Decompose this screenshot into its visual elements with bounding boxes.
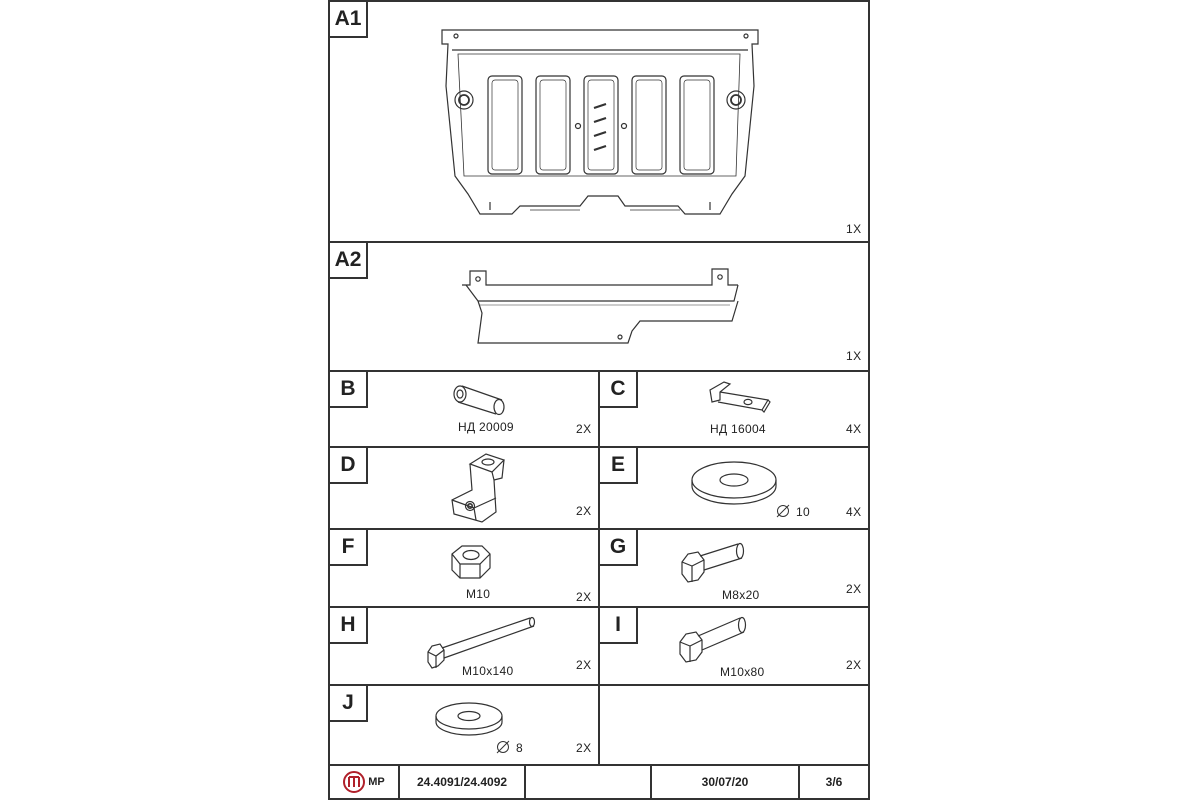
part-cell-a1 xyxy=(328,0,870,243)
part-letter: I xyxy=(600,608,638,644)
part-cell-d xyxy=(328,446,600,530)
title-block xyxy=(328,764,870,800)
part-letter: C xyxy=(600,372,638,408)
part-letter: A2 xyxy=(330,243,368,279)
bolt-m10-drawing xyxy=(678,612,750,664)
part-cell-e xyxy=(598,446,870,530)
part-cell-a2 xyxy=(328,241,870,372)
clip-plate-drawing xyxy=(704,380,774,414)
part-code: НД 20009 xyxy=(458,420,514,434)
part-cell-h xyxy=(328,606,600,686)
part-cell-c xyxy=(598,370,870,448)
part-letter: F xyxy=(330,530,368,566)
part-size: M10 xyxy=(466,587,491,601)
parts-sheet xyxy=(328,0,870,800)
part-quantity: 1X xyxy=(846,222,862,236)
small-washer-drawing xyxy=(432,700,506,740)
part-quantity: 2X xyxy=(576,741,592,755)
part-quantity: 2X xyxy=(576,422,592,436)
empty-cell xyxy=(598,684,870,766)
part-quantity: 4X xyxy=(846,505,862,519)
part-quantity: 4X xyxy=(846,422,862,436)
part-cell-f xyxy=(328,528,600,608)
part-letter: E xyxy=(600,448,638,484)
logo-text: MP xyxy=(368,776,385,788)
skid-plate-drawing xyxy=(440,26,760,222)
angle-bracket-drawing xyxy=(442,450,518,522)
part-letter: B xyxy=(330,372,368,408)
part-letter: A1 xyxy=(330,2,368,38)
spacer-tube-drawing xyxy=(450,382,510,420)
washer-diameter: 10 xyxy=(796,505,810,519)
date-field: 30/07/20 xyxy=(652,766,800,798)
part-cell-i xyxy=(598,606,870,686)
part-size: M10x80 xyxy=(720,665,765,679)
part-letter: J xyxy=(330,686,368,722)
part-quantity: 2X xyxy=(846,582,862,596)
part-cell-b xyxy=(328,370,600,448)
part-quantity: 2X xyxy=(576,504,592,518)
part-size: M10x140 xyxy=(462,664,514,678)
washer-diameter: 8 xyxy=(516,741,523,755)
hex-nut-drawing xyxy=(448,542,494,582)
bracket-drawing xyxy=(460,263,750,351)
diameter-symbol-icon xyxy=(776,504,790,518)
footer-logo xyxy=(330,766,400,798)
part-size: M8x20 xyxy=(722,588,760,602)
part-cell-j xyxy=(328,684,600,766)
diameter-symbol-icon xyxy=(496,740,510,754)
part-quantity: 2X xyxy=(576,590,592,604)
part-letter: G xyxy=(600,530,638,566)
part-quantity: 2X xyxy=(846,658,862,672)
article-number: 24.4091/24.4092 xyxy=(400,766,526,798)
part-code: НД 16004 xyxy=(710,422,766,436)
page-number: 3/6 xyxy=(825,775,843,789)
part-letter: D xyxy=(330,448,368,484)
part-cell-g xyxy=(598,528,870,608)
large-washer-drawing xyxy=(688,460,780,506)
part-quantity: 1X xyxy=(846,349,862,363)
part-letter: H xyxy=(330,608,368,644)
mp-logo-icon xyxy=(343,771,365,793)
blank-field xyxy=(526,766,652,798)
bolt-m8-drawing xyxy=(680,540,746,586)
part-quantity: 2X xyxy=(576,658,592,672)
